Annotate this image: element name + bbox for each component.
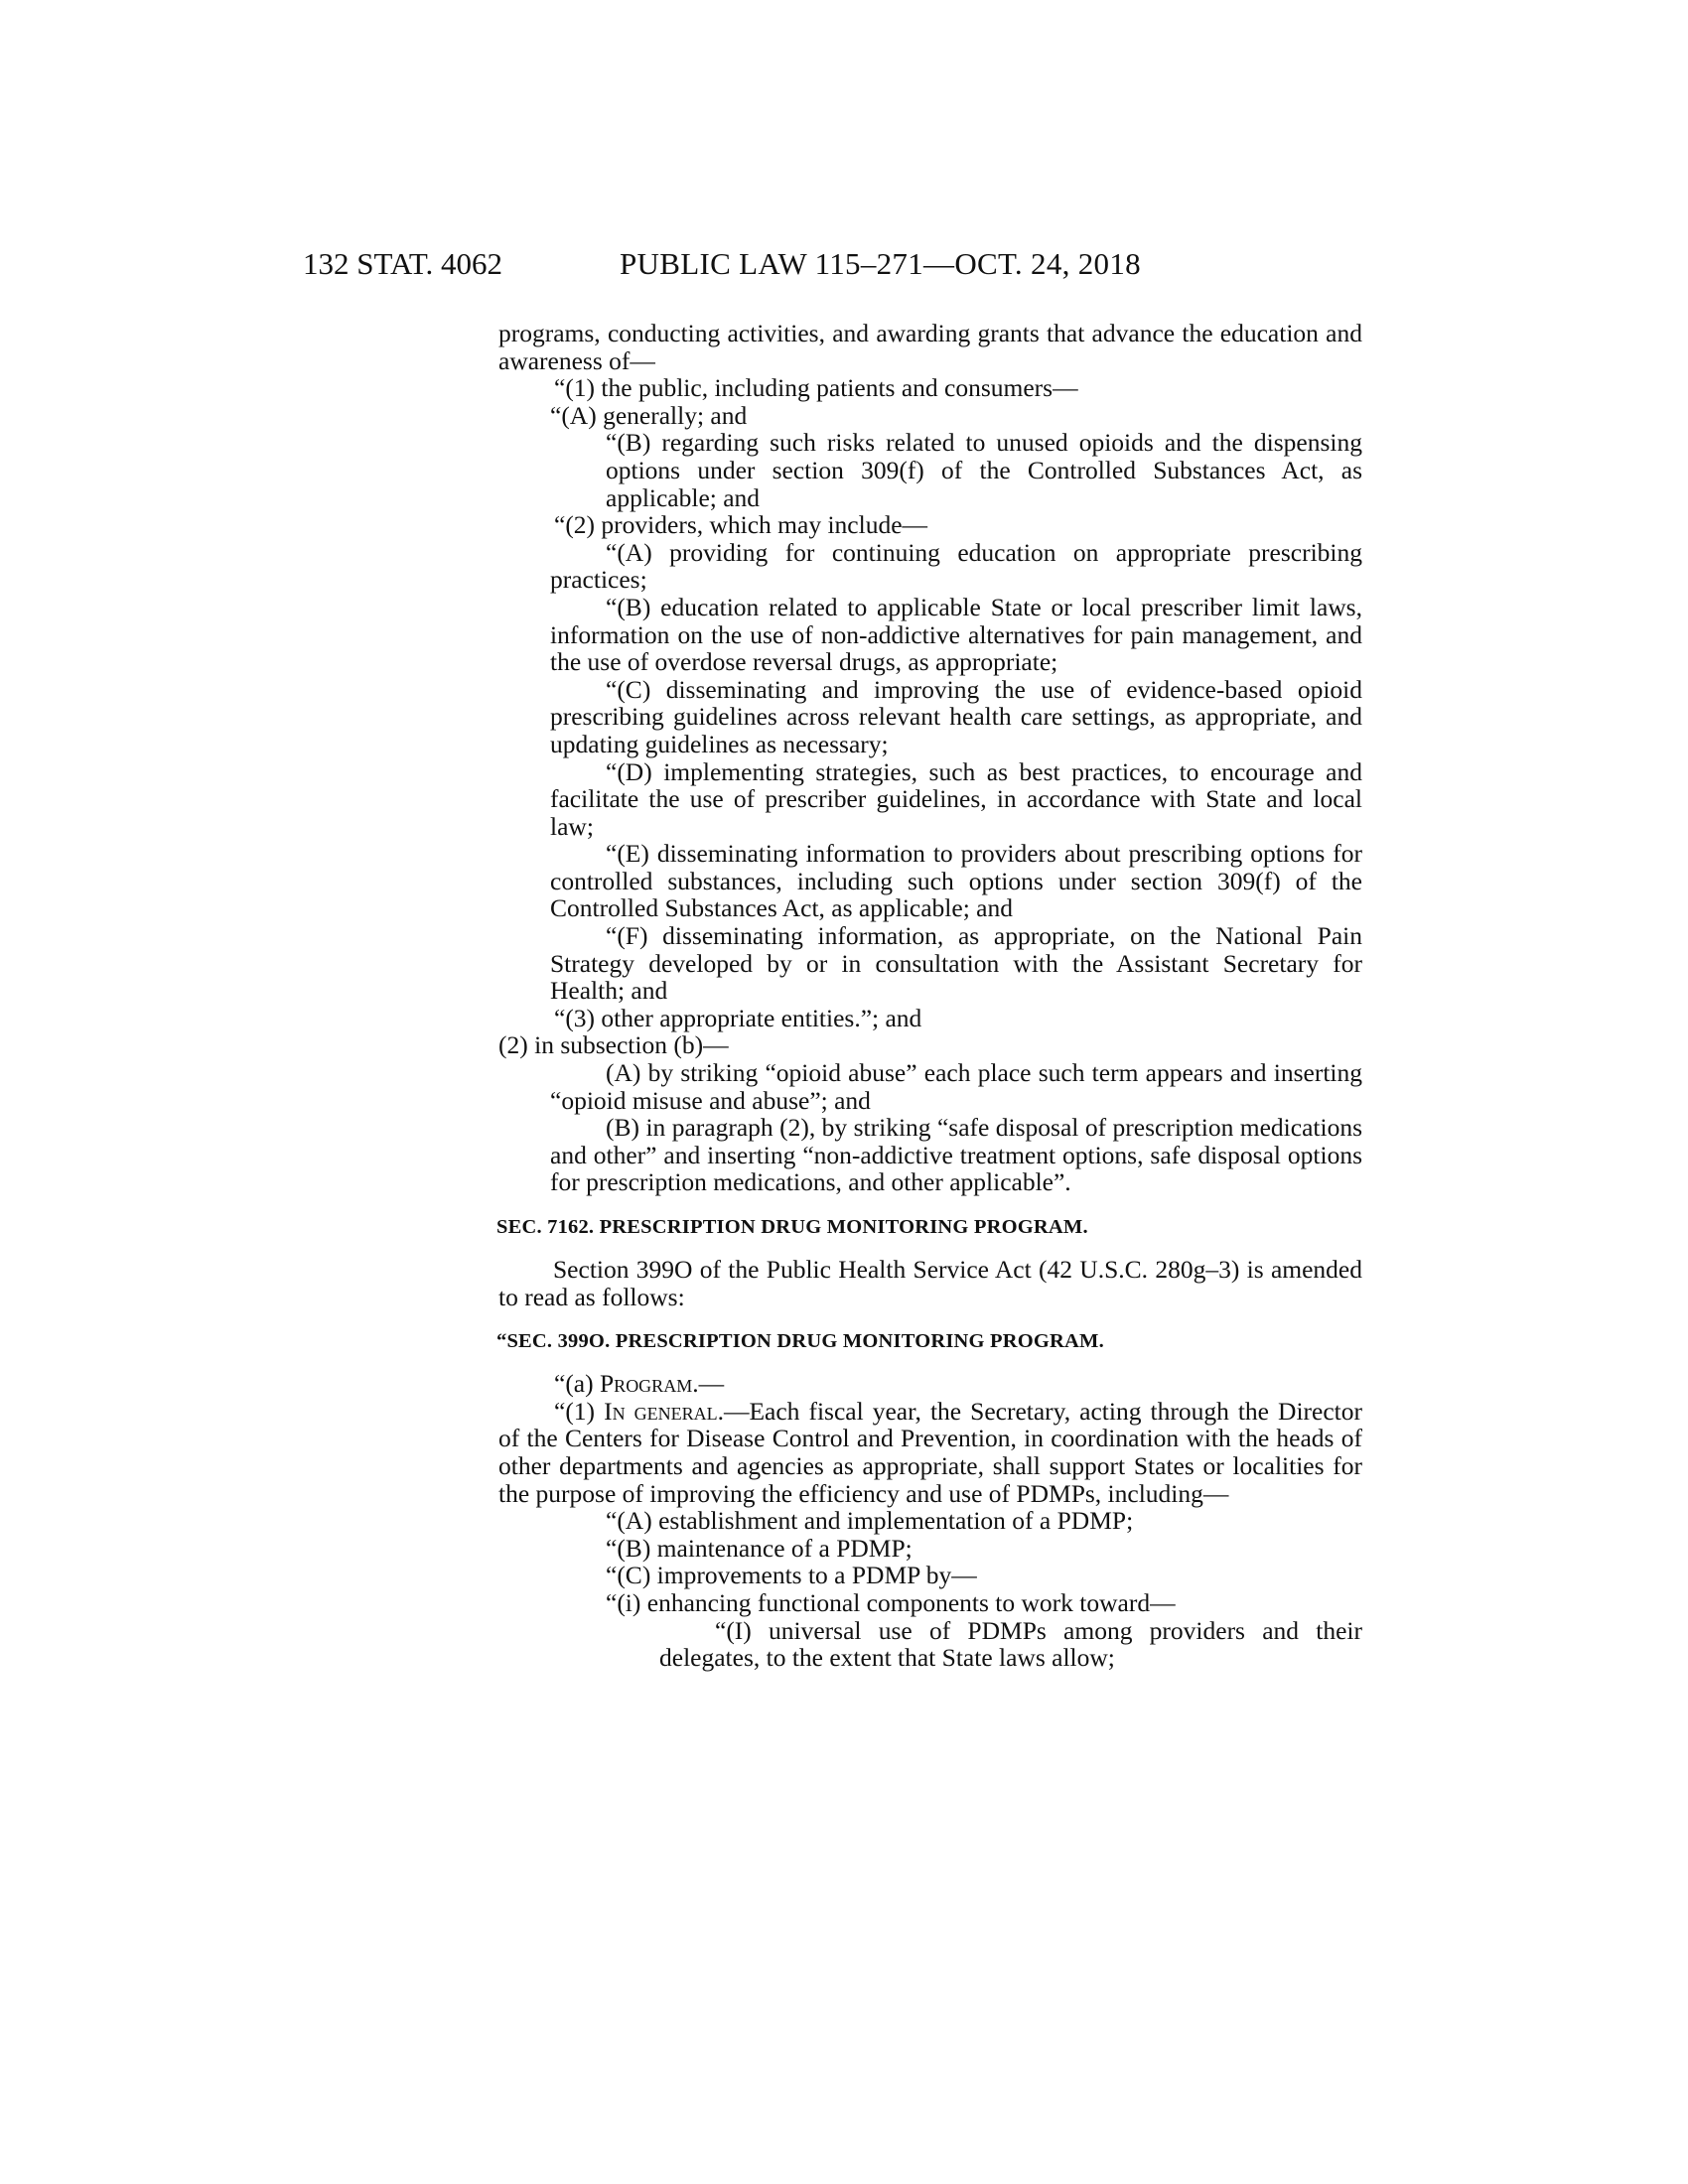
subclause-a1CiI: “(I) universal use of PDMPs among providers and their delegates, to the extent that State laws allow; bbox=[659, 1615, 1362, 1673]
section-intro: Section 399O of the Public Health Service Act (42 U.S.C. 280g–3) is amended to read as follows: bbox=[498, 1255, 1362, 1311]
amendment-2B: (B) in paragraph (2), by striking “safe disposal of prescription medications and other” and inserting “non-addictive treatment options, safe disposal options for prescription medications, and other applicable”. bbox=[550, 1113, 1362, 1197]
page-header bbox=[0, 244, 1688, 284]
paragraph-a1-label: “(1) bbox=[554, 1396, 605, 1426]
subparagraph-1B bbox=[498, 429, 1362, 511]
subparagraph-2F: “(F) disseminating information, as appropriate, on the National Pain Strategy developed by or in consultation with the Assistant Secretary for Health; and bbox=[550, 921, 1362, 1006]
section-heading-7162: SEC. 7162. PRESCRIPTION DRUG MONITORING PROGRAM. bbox=[496, 1216, 1088, 1238]
subsection-a-label: “(a) bbox=[554, 1369, 600, 1399]
paragraph-2: “(2) providers, which may include— bbox=[554, 510, 928, 540]
text-continuation: programs, conducting activities, and awarding grants that advance the education and awareness of— bbox=[498, 319, 1362, 375]
paragraph-a1-heading: In general bbox=[604, 1396, 718, 1426]
subparagraph-2D: “(D) implementing strategies, such as best practices, to encourage and facilitate the use of prescriber guidelines, in accordance with State and local law; bbox=[550, 756, 1362, 841]
paragraph-3: “(3) other appropriate entities.”; and bbox=[554, 1003, 922, 1032]
statute-body bbox=[498, 320, 1362, 1672]
stat-citation: 132 STAT. 4062 bbox=[303, 246, 503, 281]
amendment-2 bbox=[498, 1031, 1362, 1059]
subparagraph-2E: “(E) disseminating information to providers about prescribing options for controlled substances, including such options under section 309(f) of the Controlled Substances Act, as applicable; and bbox=[550, 839, 1362, 923]
paragraph-a1-text: .—Each fiscal year, the Secretary, acting through the Director of the Centers for Disease Control and Prevention, in coordination with the heads of other departments and agencies as appropriate, shall support States or localities for the purpose of improving the efficiency and use of PDMPs, including— bbox=[498, 1396, 1362, 1508]
running-head: PUBLIC LAW 115–271—OCT. 24, 2018 bbox=[620, 246, 1141, 281]
section-heading-399O: “SEC. 399O. PRESCRIPTION DRUG MONITORING PROGRAM. bbox=[496, 1330, 1104, 1353]
amendment-2-text: (2) in subsection (b)— bbox=[498, 1030, 729, 1060]
clause-a1Ci: “(i) enhancing functional components to work toward— bbox=[606, 1587, 1176, 1617]
clause-a1B: “(B) maintenance of a PDMP; bbox=[606, 1533, 913, 1563]
subsection-a-heading: Program bbox=[600, 1369, 693, 1399]
subsection-a-dash: .— bbox=[692, 1369, 725, 1399]
subparagraph-2B: “(B) education related to applicable State or local prescriber limit laws, information on the use of non-addictive alternatives for pain management, and the use of overdose reversal drugs, as appropriate; bbox=[550, 592, 1362, 677]
subparagraph-1B-text: “(B) regarding such risks related to unused opioids and the dispensing options under section 309(f) of the Controlled Substances Act, as applicable; and bbox=[606, 428, 1362, 512]
amendment-2A: (A) by striking “opioid abuse” each place such term appears and inserting “opioid misuse and abuse”; and bbox=[550, 1058, 1362, 1115]
clause-a1C: “(C) improvements to a PDMP by— bbox=[606, 1561, 977, 1590]
subparagraph-2A: “(A) providing for continuing education on appropriate prescribing practices; bbox=[550, 537, 1362, 595]
paragraph-a1 bbox=[498, 1398, 1362, 1507]
clause-a1A: “(A) establishment and implementation of a PDMP; bbox=[606, 1506, 1134, 1536]
subsection-a bbox=[498, 1370, 1362, 1398]
paragraph-1: “(1) the public, including patients and consumers— bbox=[554, 373, 1078, 403]
subparagraph-2C: “(C) disseminating and improving the use of evidence-based opioid prescribing guidelines across relevant health care settings, as appropriate, and updating guidelines as necessary; bbox=[550, 674, 1362, 758]
subparagraph-1A: “(A) generally; and bbox=[550, 400, 748, 430]
